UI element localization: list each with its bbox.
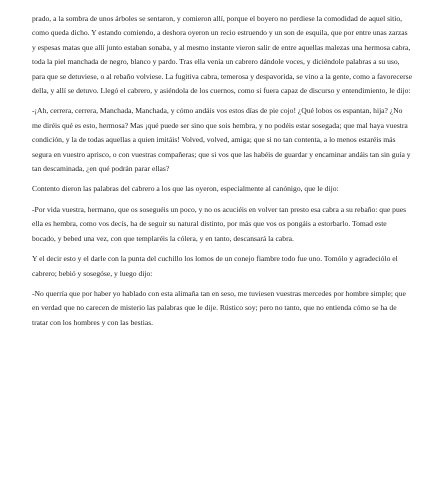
paragraph-1: prado, a la sombra de unos árboles se sentaron, y comieron allí, porque el boyero no perdiese la comodidad de aquel sitio, como queda dicho. Y estando comiendo, a deshora oyeron un recio estruendo y un son de esquila, que por entre unas zarzas y espesas matas que allí junto estaban sonaba, y al mesmo instante vieron salir de entre aquellas malezas una hermosa cabra, toda la piel manchada de negro, blanco y pardo. Tras ella venía un cabrero dándole voces, y diciéndole palabras a su uso, para que se detuviese, o al rebaño volviese. La fugitiva cabra, temerosa y despavorida, se vino a la gente, como a favorecerse della, y allí se detuvo. Llegó el cabrero, y asiéndola de los cuernos, como si fuera capaz de discurso y entendimiento, le dijo:	[32, 14, 412, 96]
paragraph-2: -¡Ah, cerrera, cerrera, Manchada, Manchada, y cómo andáis vos estos días de pie cojo! ¿Qué lobos os espantan, hija? ¿No me diréis qué es esto, hermosa? Mas ¡qué puede ser sino que sois hembra, y no podéis estar sosegada; que mal haya vuestra condición, y la de todas aquellas a quien imitáis! Volved, volved, amiga; que si no tan contenta, a lo menos estaréis más segura en vuestro aprisco, o con vuestras compañeras; que si vos que las habéis de guardar y encaminar andáis tan sin guía y tan descaminada, ¿en qué podrán parar ellas?	[32, 106, 411, 174]
document-body	[32, 12, 412, 336]
paragraph-5: Y el decir esto y el darle con la punta del cuchillo los lomos de un conejo fiambre todo fue uno. Tomólo y agradeciólo el cabrero; bebió y sosegóse, y luego dijo:	[32, 254, 398, 278]
paragraph-3: Contento dieron las palabras del cabrero a los que las oyeron, especialmente al canónigo, que le dijo:	[32, 184, 339, 194]
paragraph-4: -Por vida vuestra, hermano, que os soseguéis un poco, y no os acuciéis en volver tan presto esa cabra a su rebaño: que pues ella es hembra, como vos decís, ha de seguir su natural distinto, por más que vos os pongáis a estorbarlo. Tomad este bocado, y bebed una vez, con que templaréis la cólera, y en tanto, descansará la cabra.	[32, 204, 407, 243]
paragraph-6: -No querría que por haber yo hablado con esta alimaña tan en seso, me tuviesen vuestras mercedes por hombre simple; que en verdad que no carecen de misterio las palabras que le dije. Rústico soy; pero no tanto, que no entienda cómo se ha de tratar con los hombres y con las bestias.	[32, 288, 406, 327]
